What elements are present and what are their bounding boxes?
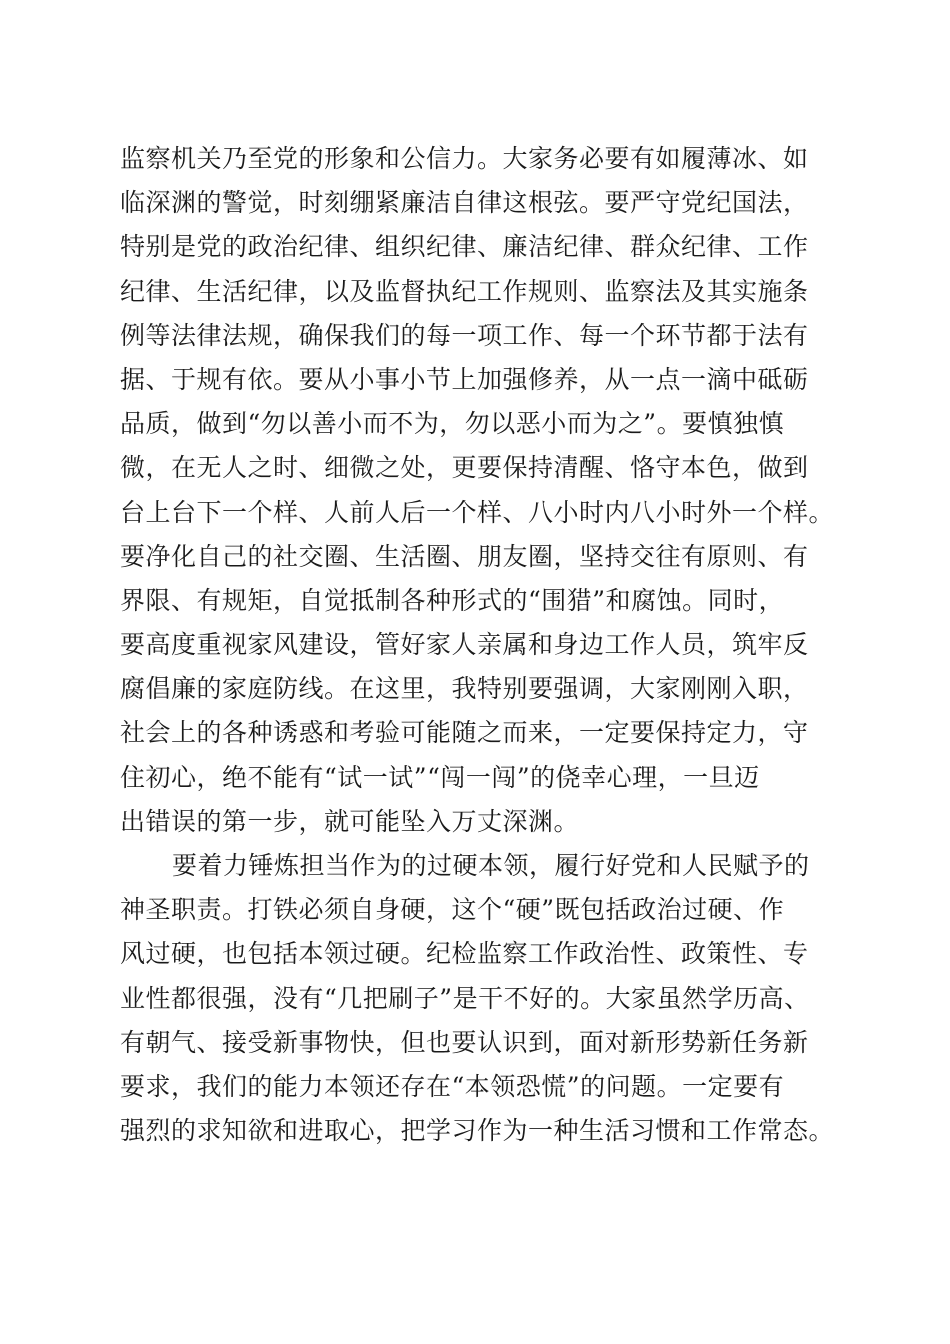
- paragraph-start-line: 要着力锤炼担当作为的过硬本领，履行好党和人民赋予的: [172, 851, 810, 880]
- text-line: 临深渊的警觉，时刻绷紧廉洁自律这根弦。要严守党纪国法，: [120, 188, 809, 218]
- text-line: 微，在无人之时、细微之处，更要保持清醒、恪守本色，做到: [120, 453, 809, 483]
- text-line: 风过硬，也包括本领过硬。纪检监察工作政治性、政策性、专: [120, 939, 809, 969]
- text-line: 台上台下一个样、人前人后一个样、八小时内八小时外一个样。: [120, 497, 835, 527]
- text-line: 业性都很强，没有“几把刷子”是干不好的。大家虽然学历高、: [120, 983, 810, 1013]
- text-line: 要净化自己的社交圈、生活圈、朋友圈，坚持交往有原则、有: [120, 541, 809, 571]
- text-line: 例等法律法规，确保我们的每一项工作、每一个环节都于法有: [120, 320, 809, 350]
- text-line: 品质，做到“勿以善小而不为，勿以恶小而为之”。要慎独慎: [120, 409, 785, 439]
- text-line: 强烈的求知欲和进取心，把学习作为一种生活习惯和工作常态。: [120, 1116, 835, 1146]
- text-line: 监察机关乃至党的形象和公信力。大家务必要有如履薄冰、如: [120, 144, 809, 173]
- body-text: [120, 137, 850, 1153]
- text-line: 纪律、生活纪律，以及监督执纪工作规则、监察法及其实施条: [120, 276, 809, 306]
- text-line: 界限、有规矩，自觉抵制各种形式的“围猎”和腐蚀。同时，: [120, 585, 785, 615]
- text-line: 特别是党的政治纪律、组织纪律、廉洁纪律、群众纪律、工作: [120, 232, 809, 262]
- text-line: 据、于规有依。要从小事小节上加强修养，从一点一滴中砥砺: [120, 364, 809, 394]
- text-line: 要高度重视家风建设，管好家人亲属和身边工作人员，筑牢反: [120, 630, 809, 660]
- text-line: 出错误的第一步，就可能坠入万丈深渊。: [120, 806, 580, 836]
- text-line: 有朝气、接受新事物快，但也要认识到，面对新形势新任务新: [120, 1027, 809, 1057]
- text-line: 住初心，绝不能有“试一试”“闯一闯”的侥幸心理，一旦迈: [120, 762, 760, 792]
- text-line: 社会上的各种诱惑和考验可能随之而来，一定要保持定力，守: [120, 718, 809, 748]
- text-line: 要求，我们的能力本领还存在“本领恐慌”的问题。一定要有: [120, 1071, 785, 1101]
- text-line: 腐倡廉的家庭防线。在这里，我特别要强调，大家刚刚入职，: [120, 674, 809, 704]
- text-line: 神圣职责。打铁必须自身硬，这个“硬”既包括政治过硬、作: [120, 895, 785, 925]
